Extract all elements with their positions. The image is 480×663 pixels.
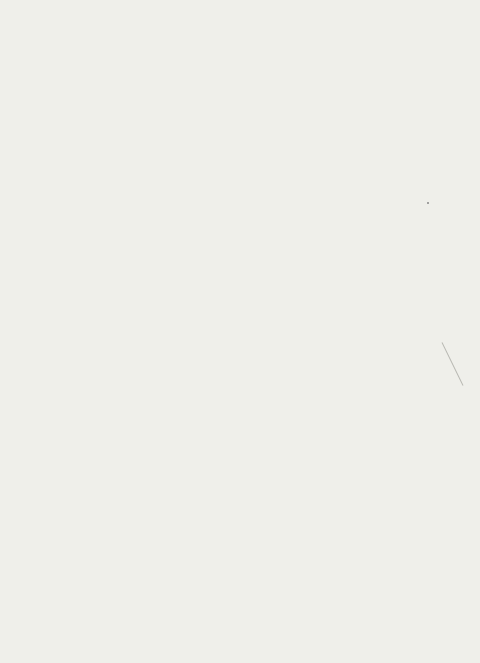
paper-streak [442,342,464,386]
paper-speck [427,202,429,204]
table-of-contents [26,65,418,79]
